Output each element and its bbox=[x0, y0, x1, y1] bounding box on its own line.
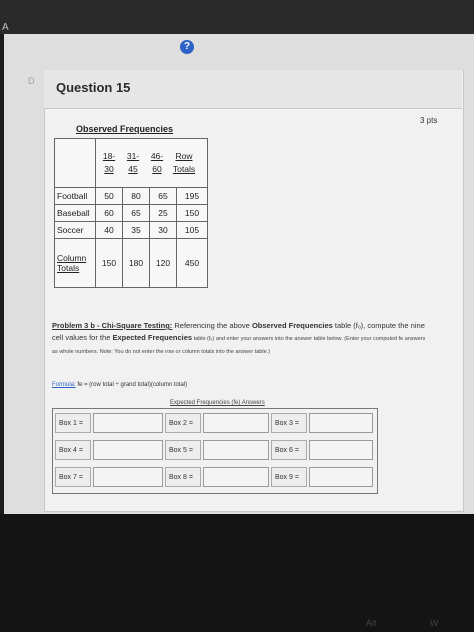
problem-bold: Expected Frequencies bbox=[112, 333, 193, 342]
box-7-input[interactable] bbox=[93, 467, 163, 487]
formula-link[interactable]: Formula: bbox=[52, 382, 76, 388]
flag-icon[interactable]: D bbox=[28, 76, 35, 86]
box-4-input[interactable] bbox=[93, 440, 163, 460]
box-2-input[interactable] bbox=[203, 413, 269, 433]
observed-table-title: Observed Frequencies bbox=[76, 124, 174, 134]
row-label: Baseball bbox=[55, 205, 96, 222]
table-row bbox=[55, 239, 208, 288]
top-bar bbox=[0, 0, 474, 34]
table-cell: 35 bbox=[123, 222, 150, 239]
key-label: Alt bbox=[366, 618, 377, 628]
problem-description bbox=[52, 320, 432, 358]
help-icon[interactable]: ? bbox=[180, 40, 194, 54]
box-8-input[interactable] bbox=[203, 467, 269, 487]
box-5-input[interactable] bbox=[203, 440, 269, 460]
box-1-input[interactable] bbox=[93, 413, 163, 433]
table-corner-cell bbox=[55, 139, 96, 188]
box-label: Box 8 = bbox=[165, 467, 201, 487]
table-cell: 25 bbox=[150, 205, 177, 222]
column-header: 18-30 bbox=[102, 151, 116, 174]
box-label: Box 3 = bbox=[271, 413, 307, 433]
problem-heading: Problem 3 b - Chi-Square Testing: bbox=[52, 321, 173, 330]
box-label: Box 2 = bbox=[165, 413, 201, 433]
box-6-input[interactable] bbox=[309, 440, 373, 460]
observed-frequencies-table bbox=[54, 138, 208, 288]
question-points: 3 pts bbox=[420, 116, 438, 125]
table-cell: 60 bbox=[96, 205, 123, 222]
table-row bbox=[55, 222, 208, 239]
box-label: Box 1 = bbox=[55, 413, 91, 433]
problem-note: table (fₑ) and enter your answers into the answer table below. (Enter your computed fe answers as whole numbers. Note: You do not enter the row or column totals into the answer table.) bbox=[52, 336, 426, 355]
row-label: Soccer bbox=[55, 222, 96, 239]
question-title: Question 15 bbox=[56, 80, 131, 95]
table-cell: 65 bbox=[150, 188, 177, 205]
key-label: W bbox=[430, 618, 439, 628]
box-9-input[interactable] bbox=[309, 467, 373, 487]
box-label: Box 6 = bbox=[271, 440, 307, 460]
table-row bbox=[55, 205, 208, 222]
table-cell: 120 bbox=[150, 239, 177, 288]
problem-text: Referencing the above bbox=[172, 321, 252, 330]
table-cell: 80 bbox=[123, 188, 150, 205]
problem-bold: Observed Frequencies bbox=[251, 321, 333, 330]
table-cell: 180 bbox=[123, 239, 150, 288]
table-cell: 65 bbox=[123, 205, 150, 222]
table-cell: 40 bbox=[96, 222, 123, 239]
formula-line bbox=[52, 382, 187, 388]
table-row bbox=[55, 188, 208, 205]
box-label: Box 4 = bbox=[55, 440, 91, 460]
row-label: Football bbox=[55, 188, 96, 205]
table-cell: 150 bbox=[96, 239, 123, 288]
table-cell: 450 bbox=[177, 239, 208, 288]
column-headers bbox=[96, 139, 208, 188]
table-cell: 150 bbox=[177, 205, 208, 222]
table-header-row bbox=[55, 139, 208, 188]
column-header: 46-60 bbox=[150, 151, 164, 174]
box-label: Box 9 = bbox=[271, 467, 307, 487]
table-cell: 30 bbox=[150, 222, 177, 239]
table-cell: 105 bbox=[177, 222, 208, 239]
box-label: Box 7 = bbox=[55, 467, 91, 487]
answer-grid bbox=[52, 408, 378, 494]
column-header: Row Totals bbox=[172, 151, 196, 174]
table-cell: 195 bbox=[177, 188, 208, 205]
problem-text: table (fₒ), compute the nine cell values for the bbox=[52, 321, 425, 342]
expected-table-title: Expected Frequencies (fe) Answers bbox=[170, 400, 265, 406]
column-header: 31-45 bbox=[126, 151, 140, 174]
box-3-input[interactable] bbox=[309, 413, 373, 433]
laptop-bezel bbox=[0, 514, 474, 632]
row-label: Column Totals bbox=[55, 239, 96, 288]
top-bar-letter: A bbox=[2, 22, 9, 33]
table-cell: 50 bbox=[96, 188, 123, 205]
box-label: Box 5 = bbox=[165, 440, 201, 460]
formula-text: fe = (row total ÷ grand total)(column total) bbox=[75, 382, 188, 388]
